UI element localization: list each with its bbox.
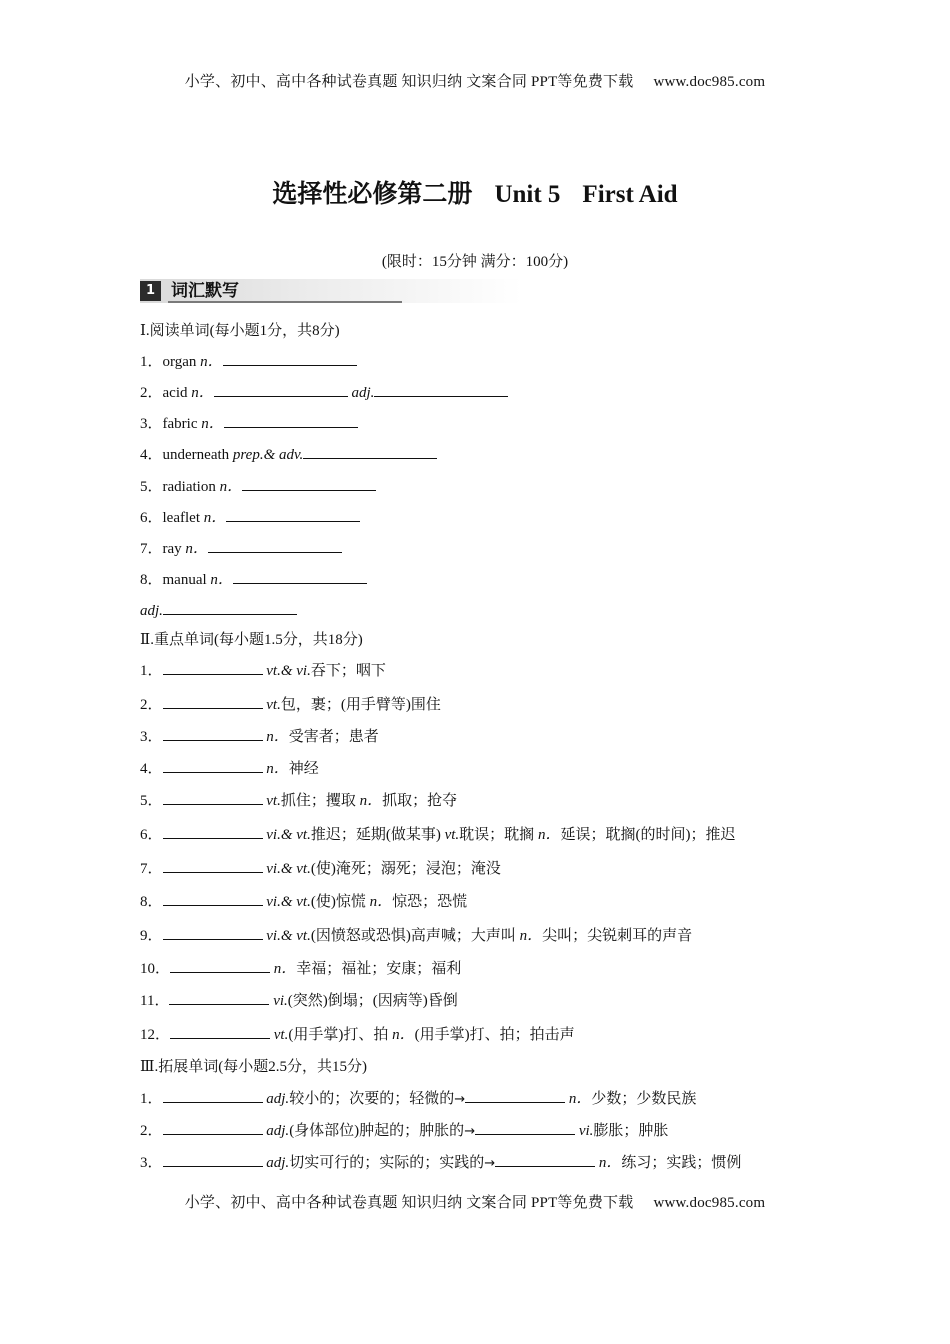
title-cn: 选择性必修第二册 xyxy=(272,181,473,208)
item-pos: vt. xyxy=(266,697,281,713)
list-item xyxy=(140,958,830,990)
answer-blank[interactable] xyxy=(170,958,270,973)
item-def: 尖叫；尖锐刺耳的声音 xyxy=(542,928,693,944)
item-word: ray xyxy=(162,541,182,557)
header-url: www.doc985.com xyxy=(653,74,766,90)
item-num: 3． xyxy=(140,729,163,745)
answer-blank[interactable] xyxy=(163,600,297,615)
item-def: (用手掌)打、拍 xyxy=(288,1027,389,1043)
item-pos: n． xyxy=(266,761,289,777)
footer-text: 小学、初中、高中各种试卷真题 知识归纳 文案合同 PPT等免费下载 xyxy=(184,1195,634,1211)
item-pos: adj. xyxy=(266,1091,290,1107)
item-pos: vi. xyxy=(578,1123,594,1139)
answer-blank[interactable] xyxy=(163,726,263,741)
answer-blank[interactable] xyxy=(465,1088,565,1103)
item-def: 耽误；耽搁 xyxy=(459,827,535,843)
item-pos: vi.& vt. xyxy=(266,827,311,843)
item-num: 5． xyxy=(140,479,163,495)
page-footer xyxy=(0,1191,950,1212)
item-num: 5． xyxy=(140,793,163,809)
item-def: (用手掌)打、拍；拍击声 xyxy=(414,1027,575,1043)
item-def: 受害者；患者 xyxy=(288,729,379,745)
list-item xyxy=(140,413,830,444)
item-pos: vt.& vi. xyxy=(266,663,311,679)
item-num: 6． xyxy=(140,510,163,526)
answer-blank[interactable] xyxy=(169,990,269,1005)
arrow-icon: → xyxy=(464,1124,476,1139)
list-item xyxy=(140,538,830,569)
item-pos: n． xyxy=(200,354,223,370)
item-def: 神经 xyxy=(288,761,319,777)
page-header xyxy=(0,70,950,91)
item-pos: vt. xyxy=(266,793,281,809)
item-pos: n． xyxy=(203,510,227,526)
item-pos: adj. xyxy=(351,385,375,401)
answer-blank[interactable] xyxy=(495,1152,595,1167)
item-num: 10． xyxy=(140,961,171,977)
item-pos: prep.& adv. xyxy=(232,447,304,463)
item-word: manual xyxy=(162,572,207,588)
answer-blank[interactable] xyxy=(223,351,357,366)
list-item xyxy=(140,569,830,600)
arrow-icon: → xyxy=(484,1156,496,1171)
list-item xyxy=(140,444,830,476)
item-num: 1． xyxy=(140,1091,163,1107)
list-item xyxy=(140,858,830,891)
answer-blank[interactable] xyxy=(163,925,263,940)
list-item xyxy=(140,694,830,726)
badge-underline xyxy=(168,301,402,303)
item-def: 惊恐；恐慌 xyxy=(392,894,468,910)
number-icon: 1 xyxy=(140,281,161,301)
item-num: 7． xyxy=(140,861,163,877)
item-num: 2． xyxy=(140,697,163,713)
section-badge xyxy=(140,279,522,303)
item-def: 切实可行的；实际的；实践的 xyxy=(289,1155,485,1171)
item-word: radiation xyxy=(162,479,216,495)
answer-blank[interactable] xyxy=(170,1024,270,1039)
item-pos: n． xyxy=(210,572,233,588)
list-item xyxy=(140,990,830,1024)
item-pos: n． xyxy=(598,1155,622,1171)
item-num: 3． xyxy=(140,416,163,432)
item-pos: n． xyxy=(369,894,393,910)
section-heading-3: Ⅲ.拓展单词(每小题2.5分，共15分) xyxy=(140,1059,367,1075)
list-item xyxy=(140,758,830,790)
item-pos: adj. xyxy=(140,603,163,619)
item-num: 1． xyxy=(140,663,163,679)
arrow-icon: → xyxy=(454,1092,466,1107)
item-def: 膨胀；肿胀 xyxy=(593,1123,669,1139)
list-item xyxy=(140,1152,830,1184)
item-pos: vi.& vt. xyxy=(266,928,311,944)
list-item xyxy=(140,507,830,538)
answer-blank[interactable] xyxy=(163,694,263,709)
answer-blank[interactable] xyxy=(163,1120,263,1135)
answer-blank[interactable] xyxy=(374,382,508,397)
title-unit: Unit 5 xyxy=(494,181,561,208)
item-pos: n． xyxy=(201,416,224,432)
item-word: organ xyxy=(162,354,197,370)
badge-label: 词汇默写 xyxy=(171,281,239,301)
list-item xyxy=(140,925,830,958)
item-num: 2． xyxy=(140,1123,163,1139)
answer-blank[interactable] xyxy=(242,476,376,491)
worksheet-content xyxy=(140,320,830,1184)
answer-blank[interactable] xyxy=(163,858,263,873)
item-pos: vi. xyxy=(273,993,288,1009)
item-def: 延误；耽搁(的时间)；推迟 xyxy=(560,827,736,843)
item-pos: n． xyxy=(185,541,208,557)
answer-blank[interactable] xyxy=(163,790,263,805)
answer-blank[interactable] xyxy=(233,569,367,584)
item-pos: vi.& vt. xyxy=(266,894,311,910)
list-item xyxy=(140,476,830,507)
item-num: 11． xyxy=(140,993,170,1009)
list-item xyxy=(140,726,830,758)
item-def: 吞下；咽下 xyxy=(310,663,386,679)
item-def: 抓取；抢夺 xyxy=(382,793,458,809)
answer-blank[interactable] xyxy=(163,824,263,839)
answer-blank[interactable] xyxy=(226,507,360,522)
item-pos: n． xyxy=(537,827,561,843)
answer-blank[interactable] xyxy=(303,444,437,459)
list-item xyxy=(140,1088,830,1120)
list-item xyxy=(140,891,830,925)
item-pos: n． xyxy=(266,729,289,745)
item-pos: n． xyxy=(273,961,297,977)
item-pos: adj. xyxy=(266,1123,290,1139)
item-num: 4． xyxy=(140,761,163,777)
item-pos: n． xyxy=(568,1091,592,1107)
answer-blank[interactable] xyxy=(208,538,342,553)
item-num: 12． xyxy=(140,1027,171,1043)
item-num: 8． xyxy=(140,894,163,910)
list-item xyxy=(140,660,830,694)
item-def: (突然)倒塌；(因病等)昏倒 xyxy=(287,993,458,1009)
item-def: 练习；实践；惯例 xyxy=(621,1155,742,1171)
list-item xyxy=(140,790,830,824)
item-def: (身体部位)肿起的；肿胀的 xyxy=(289,1123,465,1139)
item-def: 抓住；攫取 xyxy=(280,793,356,809)
list-item xyxy=(140,351,830,382)
page-title xyxy=(0,174,950,210)
item-def: 幸福；福祉；安康；福利 xyxy=(296,961,462,977)
header-text: 小学、初中、高中各种试卷真题 知识归纳 文案合同 PPT等免费下载 xyxy=(184,74,634,90)
section-heading-1: Ⅰ.阅读单词(每小题1分，共8分) xyxy=(140,323,340,339)
item-pos: adj. xyxy=(266,1155,290,1171)
item-def: (使)淹死；溺死；浸泡；淹没 xyxy=(310,861,501,877)
item-num: 2． xyxy=(140,385,163,401)
footer-url: www.doc985.com xyxy=(653,1195,766,1211)
item-word: acid xyxy=(162,385,188,401)
item-word: underneath xyxy=(162,447,230,463)
item-pos: n． xyxy=(392,1027,415,1043)
item-num: 7． xyxy=(140,541,163,557)
item-pos: vi.& vt. xyxy=(266,861,311,877)
time-score-note: (限时：15分钟 满分：100分) xyxy=(381,254,569,270)
answer-blank[interactable] xyxy=(475,1120,575,1135)
item-num: 6． xyxy=(140,827,163,843)
item-num: 3． xyxy=(140,1155,163,1171)
item-def: 包，裹；(用手臂等)围住 xyxy=(280,697,441,713)
answer-blank[interactable] xyxy=(163,1152,263,1167)
item-word: leaflet xyxy=(162,510,200,526)
list-item xyxy=(140,382,830,413)
item-num: 9． xyxy=(140,928,163,944)
item-def: 少数；少数民族 xyxy=(591,1091,697,1107)
item-pos: n． xyxy=(519,928,543,944)
item-def: (使)惊慌 xyxy=(310,894,366,910)
title-name: First Aid xyxy=(582,181,678,208)
answer-blank[interactable] xyxy=(163,891,263,906)
item-num: 8． xyxy=(140,572,163,588)
item-def: 较小的；次要的；轻微的 xyxy=(289,1091,455,1107)
answer-blank[interactable] xyxy=(224,413,358,428)
item-pos: n． xyxy=(219,479,243,495)
list-item xyxy=(140,600,830,629)
item-def: 推迟；延期(做某事) xyxy=(310,827,441,843)
item-num: 4． xyxy=(140,447,163,463)
item-pos: vt. xyxy=(273,1027,289,1043)
item-num: 1． xyxy=(140,354,163,370)
item-def: (因愤怒或恐惧)高声喊；大声叫 xyxy=(310,928,516,944)
item-pos: n． xyxy=(191,385,214,401)
item-word: fabric xyxy=(162,416,198,432)
list-item xyxy=(140,1120,830,1152)
answer-blank[interactable] xyxy=(214,382,348,397)
item-pos: vt. xyxy=(444,827,460,843)
list-item xyxy=(140,824,830,858)
list-item xyxy=(140,1024,830,1056)
item-pos: n． xyxy=(359,793,383,809)
answer-blank[interactable] xyxy=(163,660,263,675)
answer-blank[interactable] xyxy=(163,1088,263,1103)
section-heading-2: Ⅱ.重点单词(每小题1.5分，共18分) xyxy=(140,632,363,648)
answer-blank[interactable] xyxy=(163,758,263,773)
